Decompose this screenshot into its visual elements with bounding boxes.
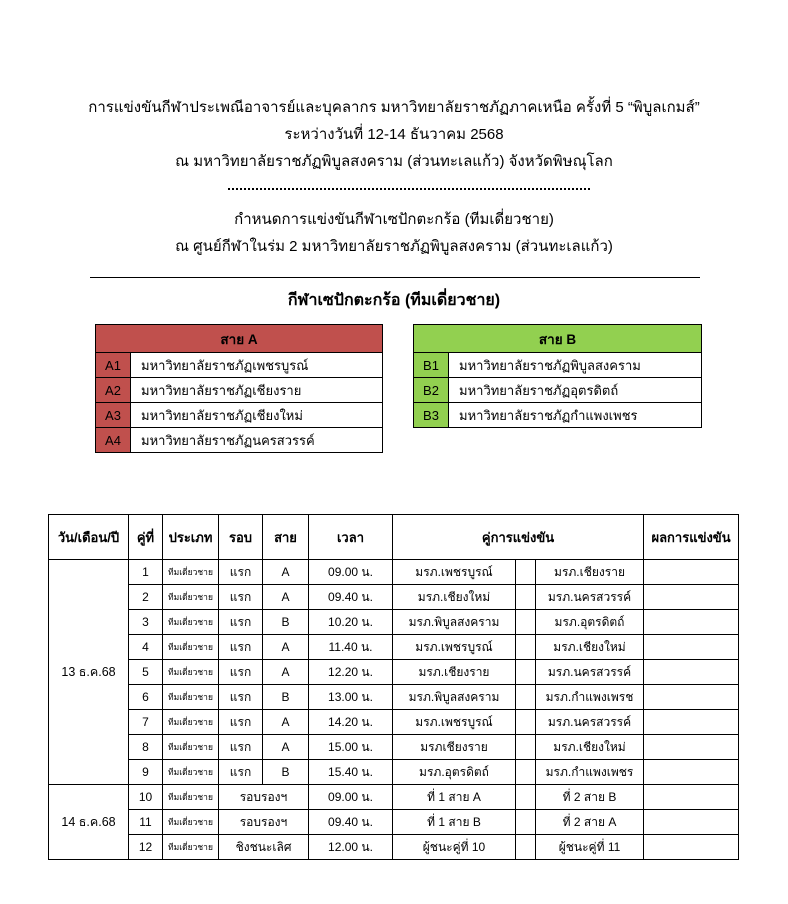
team1-cell: มรภ.อุตรดิตถ์ [393, 760, 516, 785]
time-cell: 12.00 น. [309, 835, 393, 860]
result-cell [644, 835, 739, 860]
match-row [49, 610, 739, 635]
team-row [96, 353, 383, 378]
match-number-cell: 2 [129, 585, 163, 610]
team1-cell: ผู้ชนะคู่ที่ 10 [393, 835, 516, 860]
header-round: รอบ [219, 515, 263, 560]
team-row [414, 378, 702, 403]
team2-cell: มรภ.กำแพงเพรช [536, 685, 644, 710]
team-row [96, 378, 383, 403]
vs-spacer-cell [516, 560, 536, 585]
team1-cell: มรภ.เชียงราย [393, 660, 516, 685]
match-number-cell: 10 [129, 785, 163, 810]
match-number-cell: 12 [129, 835, 163, 860]
category-cell: ทีมเดี่ยวชาย [163, 710, 219, 735]
group-b-header-row [414, 325, 702, 353]
team-name: มหาวิทยาลัยราชภัฏเชียงราย [131, 378, 383, 403]
team-code: B1 [414, 353, 449, 378]
date-cell: 14 ธ.ค.68 [49, 785, 129, 860]
header-date: วัน/เดือน/ปี [49, 515, 129, 560]
team1-cell: มรภ.เพชรบูรณ์ [393, 560, 516, 585]
match-number-cell: 6 [129, 685, 163, 710]
pool-cell: A [263, 660, 309, 685]
team-name: มหาวิทยาลัยราชภัฏกำแพงเพชร [449, 403, 702, 428]
group-a-header [96, 325, 383, 353]
round-cell: แรก [219, 685, 263, 710]
match-number-cell: 9 [129, 760, 163, 785]
group-b-table [413, 324, 702, 428]
time-cell: 13.00 น. [309, 685, 393, 710]
team-name: มหาวิทยาลัยราชภัฏเชียงใหม่ [131, 403, 383, 428]
time-cell: 15.00 น. [309, 735, 393, 760]
document-title [0, 94, 788, 175]
team2-cell: มรภ.เชียงราย [536, 560, 644, 585]
vs-spacer-cell [516, 635, 536, 660]
match-number-cell: 1 [129, 560, 163, 585]
team2-cell: มรภ.นครสวรรค์ [536, 660, 644, 685]
date-cell: 13 ธ.ค.68 [49, 560, 129, 785]
time-cell: 10.20 น. [309, 610, 393, 635]
schedule-body [49, 560, 739, 860]
event-line-1: กำหนดการแข่งขันกีฬาเซปักตะกร้อ (ทีมเดี่ยวชาย) [234, 211, 554, 228]
match-row [49, 785, 739, 810]
match-row [49, 835, 739, 860]
vs-spacer-cell [516, 835, 536, 860]
group-a-header-row [96, 325, 383, 353]
category-cell: ทีมเดี่ยวชาย [163, 635, 219, 660]
team-code: B2 [414, 378, 449, 403]
team1-cell: ที่ 1 สาย B [393, 810, 516, 835]
vs-spacer-cell [516, 735, 536, 760]
schedule-table [48, 514, 739, 860]
team2-cell: มรภ.เชียงใหม่ [536, 735, 644, 760]
time-cell: 09.40 น. [309, 810, 393, 835]
category-cell: ทีมเดี่ยวชาย [163, 685, 219, 710]
result-cell [644, 610, 739, 635]
group-b-body [414, 353, 702, 428]
match-row [49, 585, 739, 610]
time-cell: 14.20 น. [309, 710, 393, 735]
pool-cell: A [263, 635, 309, 660]
team-name: มหาวิทยาลัยราชภัฏเพชรบูรณ์ [131, 353, 383, 378]
time-cell: 15.40 น. [309, 760, 393, 785]
vs-spacer-cell [516, 785, 536, 810]
round-cell: แรก [219, 585, 263, 610]
team-name: มหาวิทยาลัยราชภัฏอุตรดิตถ์ [449, 378, 702, 403]
match-number-cell: 5 [129, 660, 163, 685]
header-matchup: คู่การแข่งขัน [393, 515, 644, 560]
result-cell [644, 760, 739, 785]
match-row [49, 635, 739, 660]
result-cell [644, 710, 739, 735]
group-a-body [96, 353, 383, 453]
category-cell: ทีมเดี่ยวชาย [163, 610, 219, 635]
pool-cell: A [263, 560, 309, 585]
header-result: ผลการแข่งขัน [644, 515, 739, 560]
header-category: ประเภท [163, 515, 219, 560]
round-cell: แรก [219, 610, 263, 635]
team-name: มหาวิทยาลัยราชภัฏพิบูลสงคราม [449, 353, 702, 378]
horizontal-rule [90, 277, 700, 278]
time-cell: 09.00 น. [309, 560, 393, 585]
round-cell: ชิงชนะเลิศ [219, 835, 309, 860]
pool-cell: A [263, 585, 309, 610]
vs-spacer-cell [516, 810, 536, 835]
match-number-cell: 8 [129, 735, 163, 760]
team1-cell: มรภ.พิบูลสงคราม [393, 610, 516, 635]
result-cell [644, 560, 739, 585]
header-time: เวลา [309, 515, 393, 560]
team-code: B3 [414, 403, 449, 428]
team-name: มหาวิทยาลัยราชภัฏนครสวรรค์ [131, 428, 383, 453]
round-cell: แรก [219, 560, 263, 585]
match-row [49, 760, 739, 785]
vs-spacer-cell [516, 585, 536, 610]
category-cell: ทีมเดี่ยวชาย [163, 735, 219, 760]
vs-spacer-cell [516, 610, 536, 635]
event-line-2: ณ ศูนย์กีฬาในร่ม 2 มหาวิทยาลัยราชภัฏพิบูลสงคราม (ส่วนทะเลแก้ว) [175, 238, 613, 255]
section-title: กีฬาเซปักตะกร้อ (ทีมเดี่ยวชาย) [287, 292, 501, 309]
team2-cell: มรภ.เชียงใหม่ [536, 635, 644, 660]
round-cell: รอบรองฯ [219, 785, 309, 810]
category-cell: ทีมเดี่ยวชาย [163, 810, 219, 835]
team2-cell: ที่ 2 สาย B [536, 785, 644, 810]
pool-cell: B [263, 760, 309, 785]
title-line-3: ณ มหาวิทยาลัยราชภัฏพิบูลสงคราม (ส่วนทะเลแก้ว) จังหวัดพิษณุโลก [175, 153, 613, 170]
title-line-2: ระหว่างวันที่ 12-14 ธันวาคม 2568 [284, 126, 504, 143]
vs-spacer-cell [516, 710, 536, 735]
team-code: A3 [96, 403, 131, 428]
pool-cell: A [263, 710, 309, 735]
result-cell [644, 585, 739, 610]
match-row [49, 710, 739, 735]
group-a-table [95, 324, 383, 453]
category-cell: ทีมเดี่ยวชาย [163, 835, 219, 860]
time-cell: 09.00 น. [309, 785, 393, 810]
event-subtitle [0, 206, 788, 260]
team2-cell: มรภ.นครสวรรค์ [536, 585, 644, 610]
match-row [49, 660, 739, 685]
time-cell: 09.40 น. [309, 585, 393, 610]
group-b-header [414, 325, 702, 353]
vs-spacer-cell [516, 685, 536, 710]
category-cell: ทีมเดี่ยวชาย [163, 785, 219, 810]
header-pool: สาย [263, 515, 309, 560]
team2-cell: มรภ.อุตรดิตถ์ [536, 610, 644, 635]
team2-cell: มรภ.กำแพงเพชร [536, 760, 644, 785]
round-cell: แรก [219, 635, 263, 660]
match-number-cell: 7 [129, 710, 163, 735]
group-b-label: สาย B [538, 331, 577, 347]
pool-cell: A [263, 735, 309, 760]
result-cell [644, 785, 739, 810]
team-row [414, 353, 702, 378]
match-number-cell: 11 [129, 810, 163, 835]
round-cell: แรก [219, 710, 263, 735]
result-cell [644, 635, 739, 660]
round-cell: แรก [219, 735, 263, 760]
category-cell: ทีมเดี่ยวชาย [163, 560, 219, 585]
match-number-cell: 3 [129, 610, 163, 635]
team1-cell: มรภเชียงราย [393, 735, 516, 760]
schedule-header-row [49, 515, 739, 560]
round-cell: แรก [219, 760, 263, 785]
team-row [96, 403, 383, 428]
result-cell [644, 810, 739, 835]
pool-cell: B [263, 610, 309, 635]
match-row [49, 560, 739, 585]
round-cell: แรก [219, 660, 263, 685]
category-cell: ทีมเดี่ยวชาย [163, 585, 219, 610]
time-cell: 12.20 น. [309, 660, 393, 685]
group-a-label: สาย A [220, 331, 258, 347]
pool-cell: B [263, 685, 309, 710]
vs-spacer-cell [516, 760, 536, 785]
match-row [49, 735, 739, 760]
result-cell [644, 735, 739, 760]
time-cell: 11.40 น. [309, 635, 393, 660]
team1-cell: มรภ.เพชรบูรณ์ [393, 635, 516, 660]
match-row [49, 810, 739, 835]
result-cell [644, 685, 739, 710]
team2-cell: มรภ.นครสวรรค์ [536, 710, 644, 735]
vs-spacer-cell [516, 660, 536, 685]
team2-cell: ที่ 2 สาย A [536, 810, 644, 835]
match-number-cell: 4 [129, 635, 163, 660]
team1-cell: มรภ.เชียงใหม่ [393, 585, 516, 610]
title-line-1: การแข่งขันกีฬาประเพณีอาจารย์และบุคลากร มหาวิทยาลัยราชภัฏภาคเหนือ ครั้งที่ 5 “พิบูลเกมส์” [88, 99, 700, 116]
result-cell [644, 660, 739, 685]
category-cell: ทีมเดี่ยวชาย [163, 760, 219, 785]
dotted-divider [228, 188, 590, 190]
team1-cell: มรภ.เพชรบูรณ์ [393, 710, 516, 735]
team-row [96, 428, 383, 453]
team-code: A4 [96, 428, 131, 453]
header-match-no: คู่ที่ [129, 515, 163, 560]
team1-cell: ที่ 1 สาย A [393, 785, 516, 810]
round-cell: รอบรองฯ [219, 810, 309, 835]
match-row [49, 685, 739, 710]
team1-cell: มรภ.พิบูลสงคราม [393, 685, 516, 710]
team2-cell: ผู้ชนะคู่ที่ 11 [536, 835, 644, 860]
team-code: A2 [96, 378, 131, 403]
category-cell: ทีมเดี่ยวชาย [163, 660, 219, 685]
team-code: A1 [96, 353, 131, 378]
team-row [414, 403, 702, 428]
